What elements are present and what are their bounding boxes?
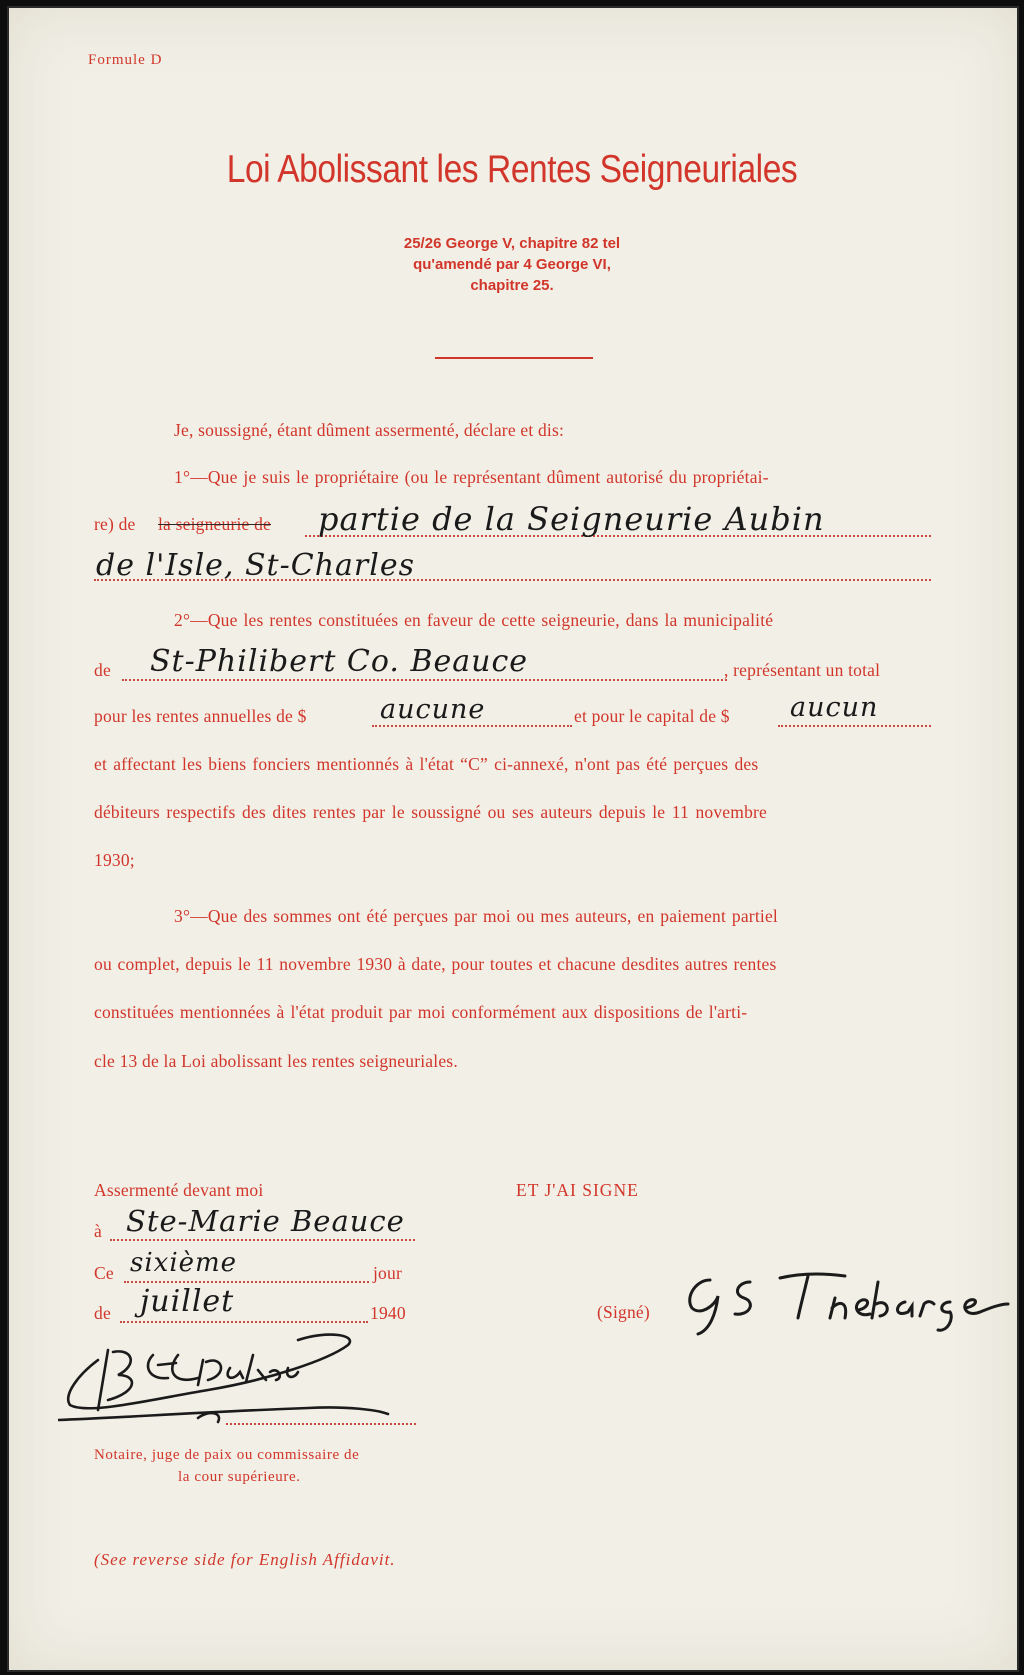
form-label: Formule D — [88, 52, 163, 68]
intro-text: Je, soussigné, étant dûment assermenté, déclare et dis: — [174, 420, 565, 440]
p3-line-4: cle 13 de la Loi abolissant les rentes seigneuriales. — [94, 1051, 458, 1071]
sworn-handwriting-place: Ste-Marie Beauce — [126, 1204, 405, 1238]
p2-line-1: 2°—Que les rentes constituées en faveur de cette seigneurie, dans la municipalité — [174, 610, 774, 630]
p2-line-2-prefix: de — [94, 660, 111, 680]
p2-line-6: 1930; — [94, 850, 135, 870]
sworn-fill-day — [124, 1281, 369, 1283]
notary-signature-line — [226, 1423, 416, 1425]
p2-fill-annual — [372, 725, 572, 727]
p1-struck-text: la seigneurie de — [158, 514, 272, 534]
p1-handwriting-1: partie de la Seigneurie Aubin — [318, 500, 825, 538]
document-title: Loi Abolissant les Rentes Seigneuriales — [226, 148, 798, 191]
subtitle-line-3: chapitre 25. — [470, 277, 554, 294]
footer-note: (See reverse side for English Affidavit. — [94, 1550, 396, 1569]
p2-line-3-mid: et pour le capital de $ — [574, 706, 730, 726]
p3-line-1: 3°—Que des sommes ont été perçues par moi ou mes auteurs, en paiement partiel — [174, 906, 778, 926]
p1-line-2-prefix: re) de — [94, 514, 136, 534]
declarant-signature — [680, 1268, 1010, 1338]
p2-handwriting-municipality: St-Philibert Co. Beauce — [150, 644, 529, 679]
sworn-year: 1940 — [370, 1303, 406, 1323]
notary-caption-2: la cour supérieure. — [178, 1469, 301, 1485]
signed-label: (Signé) — [597, 1302, 650, 1322]
p2-line-2-suffix: , représentant un total — [724, 660, 881, 680]
p2-line-3-prefix: pour les rentes annuelles de $ — [94, 706, 307, 726]
title-divider — [435, 357, 593, 359]
sworn-handwriting-month: juillet — [140, 1284, 235, 1319]
notary-caption-1: Notaire, juge de paix ou commissaire de — [94, 1447, 360, 1463]
p1-line-1: 1°—Que je suis le propriétaire (ou le représentant dûment autorisé du propriétai- — [174, 467, 769, 487]
p2-line-4: et affectant les biens fonciers mentionnés à l'état “C” ci-annexé, n'ont pas été perçues des — [94, 754, 759, 774]
subtitle-line-1: 25/26 George V, chapitre 82 tel — [403, 235, 621, 252]
sworn-fill-place — [110, 1239, 415, 1241]
sworn-handwriting-day: sixième — [130, 1248, 238, 1278]
p2-line-5: débiteurs respectifs des dites rentes par le soussigné ou ses auteurs depuis le 11 novembre — [94, 802, 768, 822]
p3-line-2: ou complet, depuis le 11 novembre 1930 à date, pour toutes et chacune desdites autres rentes — [94, 954, 777, 974]
signed-heading: ET J'AI SIGNE — [516, 1180, 639, 1200]
p3-line-3: constituées mentionnées à l'état produit par moi conformément aux dispositions de l'arti- — [94, 1002, 748, 1022]
notary-signature — [58, 1330, 418, 1430]
sworn-heading: Assermenté devant moi — [94, 1180, 264, 1200]
sworn-place-prefix: à — [94, 1221, 102, 1241]
subtitle-line-2: qu'amendé par 4 George VI, — [413, 256, 611, 273]
p2-fill-municipality — [122, 679, 727, 681]
sworn-fill-month — [120, 1321, 368, 1323]
sworn-day-suffix: jour — [373, 1263, 402, 1283]
p2-handwriting-annual: aucune — [380, 694, 486, 725]
sworn-day-prefix: Ce — [94, 1263, 114, 1283]
p1-handwriting-2: de l'Isle, St-Charles — [96, 548, 415, 583]
p2-handwriting-capital: aucun — [790, 692, 879, 723]
p2-fill-capital — [778, 725, 931, 727]
sworn-month-prefix: de — [94, 1303, 111, 1323]
